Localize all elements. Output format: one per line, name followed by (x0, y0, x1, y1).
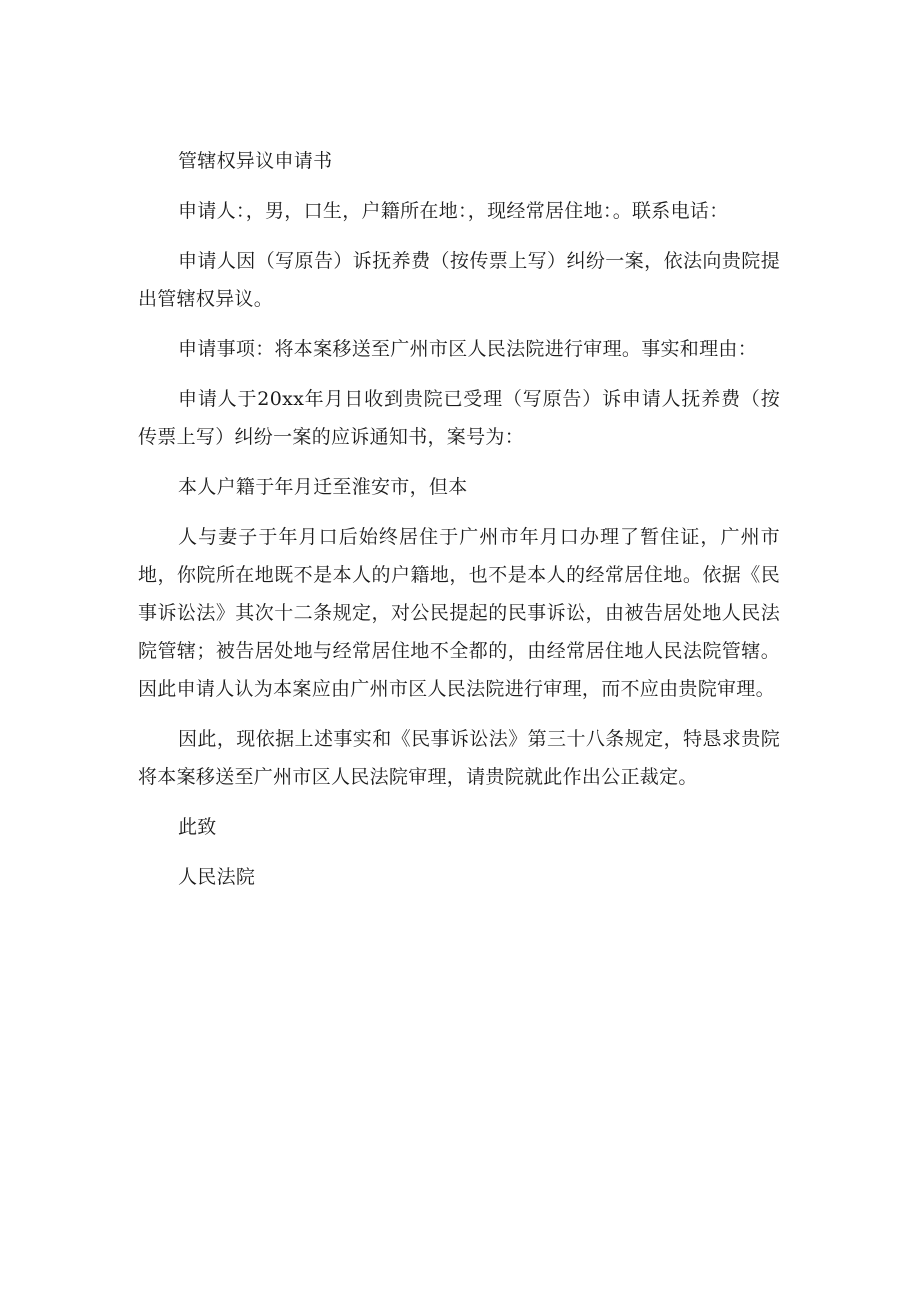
applicant-info-paragraph: 申请人：，男，口生，户籍所在地：，现经常居住地：。联系电话： (178, 200, 729, 222)
notice-received-paragraph: 申请人于20xx年月日收到贵院已受理（写原告）诉申请人抚养费（按传票上写）纠纷一案的应诉通知书，案号为： (138, 388, 780, 448)
household-registration-paragraph: 本人户籍于年月迁至淮安市，但本 (178, 476, 468, 498)
residence-facts-paragraph: 人与妻子于年月口后始终居住于广州市年月口办理了暂住证，广州市地，你院所在地既不是本人的户籍地，也不是本人的经常居住地。依据《民事诉讼法》其次十二条规定，对公民提起的民事诉讼，由被告居处地人民法院管辖；被告居处地与经常居住地不全都的，由经常居住地人民法院管辖。因此申请人认为本案应由广州市区人民法院进行审理，而不应由贵院审理。 (138, 526, 780, 700)
addressee-court: 人民法院 (178, 866, 256, 888)
request-items-paragraph: 申请事项：将本案移送至广州市区人民法院进行审理。事实和理由： (178, 338, 758, 360)
document-title: 管辖权异议申请书 (178, 150, 333, 172)
objection-statement-paragraph: 申请人因（写原告）诉抚养费（按传票上写）纠纷一案，依法向贵院提出管辖权异议。 (138, 250, 780, 310)
document-body (138, 142, 780, 896)
conclusion-paragraph: 因此，现依据上述事实和《民事诉讼法》第三十八条规定，特恳求贵院将本案移送至广州市区人民法院审理，请贵院就此作出公正裁定。 (138, 728, 780, 788)
salutation-line: 此致 (178, 816, 217, 838)
